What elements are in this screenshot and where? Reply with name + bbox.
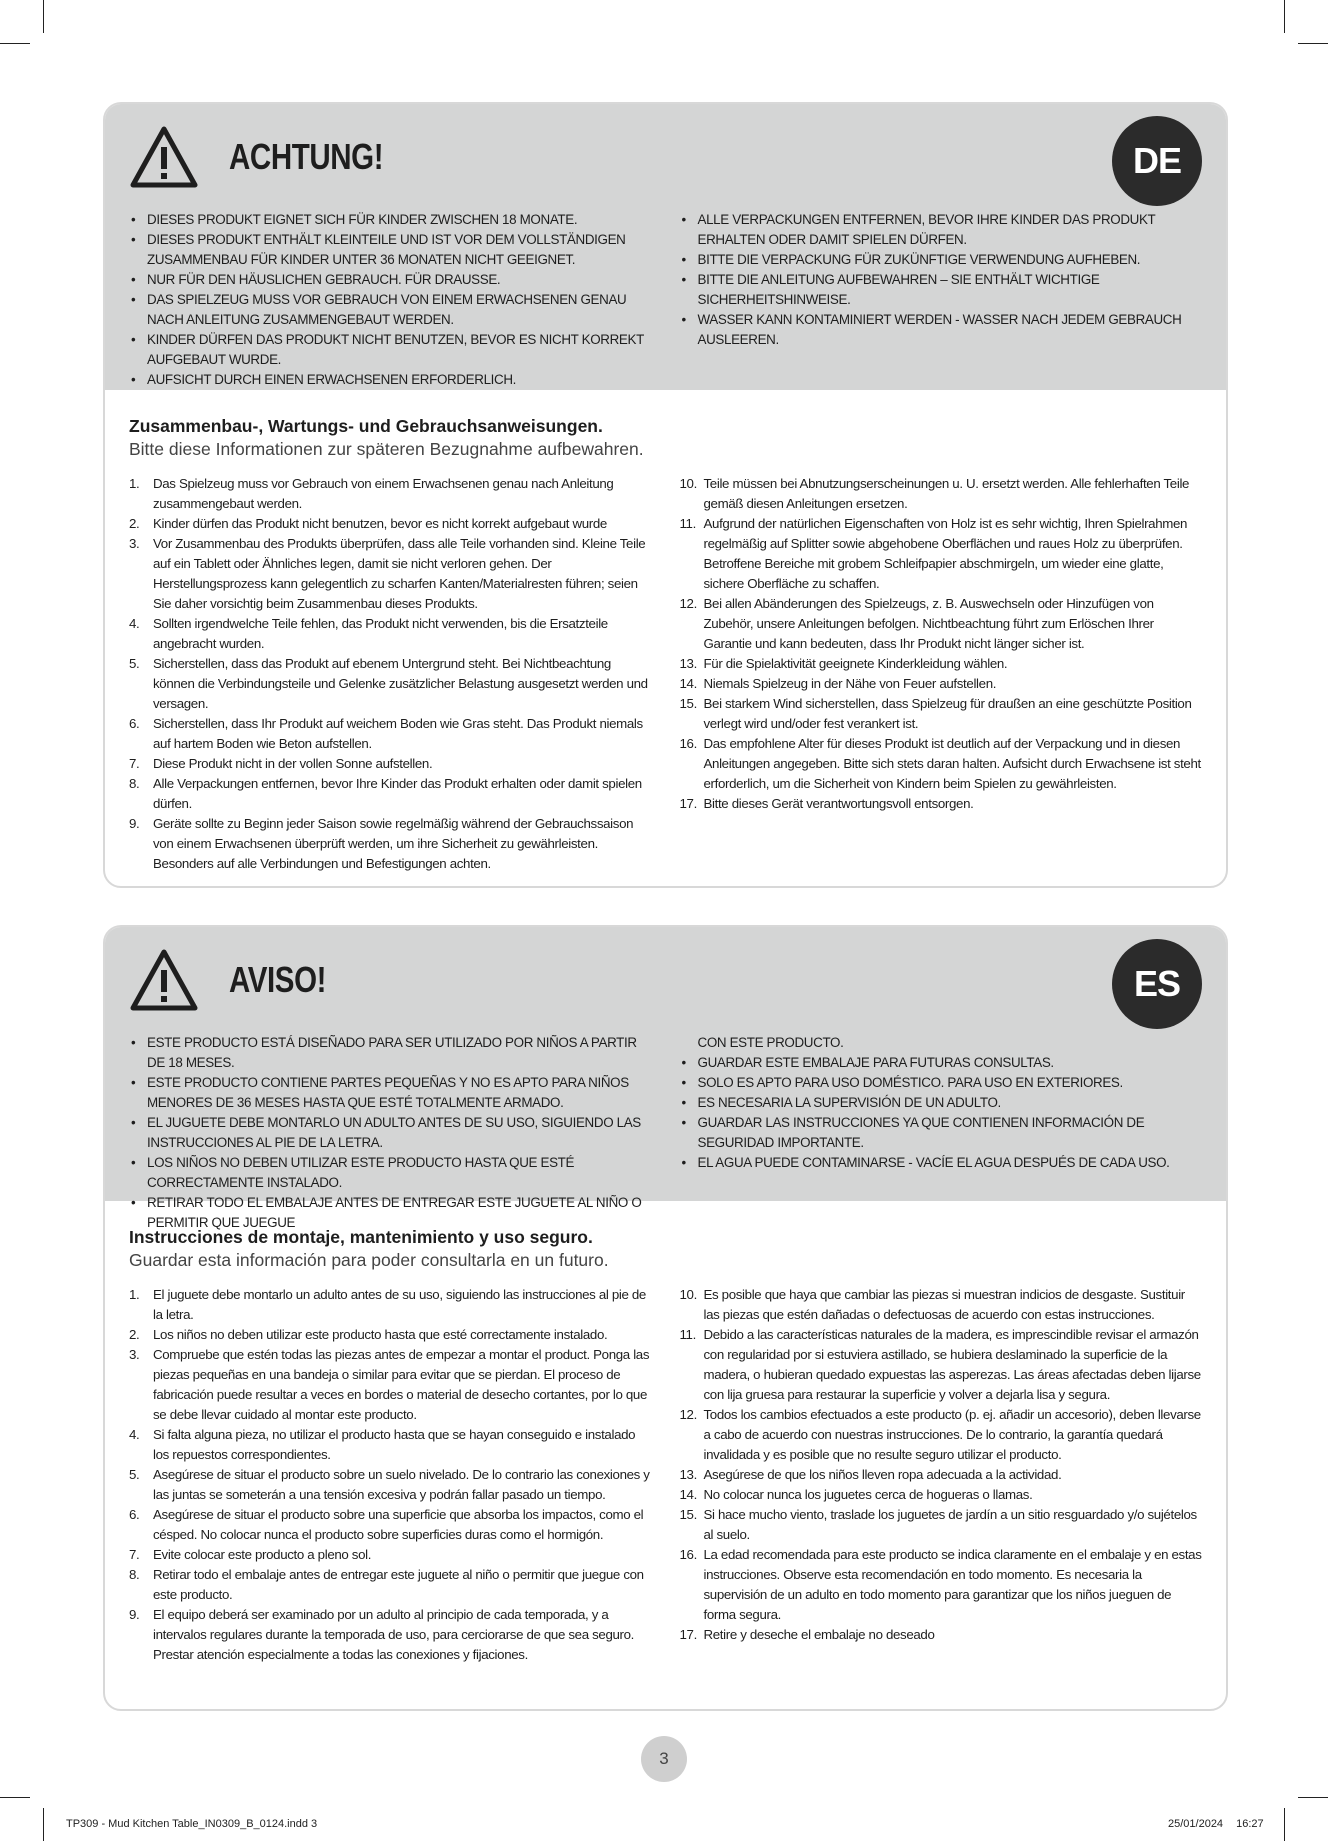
instructions-de bbox=[105, 390, 1226, 874]
instruction-step bbox=[129, 774, 652, 814]
step-text: Alle Verpackungen entfernen, bevor Ihre Kinder das Produkt erhalten oder damit spielen dürfen. bbox=[153, 776, 642, 811]
instruction-step bbox=[129, 1465, 652, 1505]
step-number: 3. bbox=[129, 1347, 140, 1362]
instruction-step bbox=[129, 614, 652, 654]
warning-list-left bbox=[129, 210, 652, 390]
step-text: Teile müssen bei Abnutzungserscheinungen u. U. ersetzt werden. Alle fehlerhaften Teile gemäß diesen Anleitungen ersetzen. bbox=[703, 476, 1190, 511]
instructions-title: Instrucciones de montaje, mantenimiento y uso seguro. bbox=[129, 1227, 593, 1247]
step-number: 2. bbox=[129, 516, 140, 531]
instruction-step bbox=[129, 1285, 652, 1325]
page-number: 3 bbox=[641, 1736, 687, 1782]
step-text: Das empfohlene Alter für dieses Produkt ist deutlich auf der Verpackung und in diesen Anleitungen angegeben. Bitte sich stets daran halten. Aufsicht durch Erwachsene ist steht erforderlich, um die Sicherheit von Kindern beim Spielen zu gewährleisten. bbox=[703, 736, 1201, 791]
crop-mark bbox=[1298, 43, 1328, 44]
instruction-step bbox=[129, 1605, 652, 1665]
steps-list-right bbox=[680, 474, 1203, 874]
step-number: 15. bbox=[679, 696, 697, 711]
language-badge-es: ES bbox=[1112, 939, 1202, 1029]
warning-item: • ESTE PRODUCTO CONTIENE PARTES PEQUEÑAS Y NO ES APTO PARA NIÑOS MENORES DE 36 MESES HASTA QUE ESTÉ TOTALMENTE ARMADO. bbox=[129, 1073, 652, 1113]
step-number: 10. bbox=[679, 1287, 697, 1302]
instruction-step bbox=[680, 794, 1203, 814]
step-number: 10. bbox=[679, 476, 697, 491]
step-text: Sicherstellen, dass das Produkt auf ebenem Untergrund steht. Bei Nichtbeachtung können die Verbindungsteile und Gelenke zusätzlicher Belastung ausgesetzt werden und versagen. bbox=[153, 656, 648, 711]
step-number: 17. bbox=[679, 796, 697, 811]
step-number: 13. bbox=[679, 656, 697, 671]
instruction-step bbox=[129, 1345, 652, 1425]
steps-list-right bbox=[680, 1285, 1203, 1665]
warning-triangle-icon bbox=[129, 125, 199, 189]
crop-mark bbox=[0, 43, 30, 44]
step-text: Kinder dürfen das Produkt nicht benutzen, bevor es nicht korrekt aufgebaut wurde bbox=[153, 516, 607, 531]
instruction-step bbox=[680, 514, 1203, 594]
warning-item: • KINDER DÜRFEN DAS PRODUKT NICHT BENUTZEN, BEVOR ES NICHT KORREKT AUFGEBAUT WURDE. bbox=[129, 330, 652, 370]
instruction-step bbox=[680, 654, 1203, 674]
section-es bbox=[103, 925, 1228, 1711]
step-text: No colocar nunca los juguetes cerca de hogueras o llamas. bbox=[703, 1487, 1033, 1502]
instruction-step bbox=[680, 694, 1203, 734]
instructions-subtitle: Guardar esta información para poder consultarla en un futuro. bbox=[129, 1250, 609, 1270]
instruction-step bbox=[680, 1405, 1203, 1465]
warning-box-es bbox=[105, 927, 1226, 1230]
step-number: 9. bbox=[129, 1607, 140, 1622]
step-number: 6. bbox=[129, 716, 140, 731]
step-number: 16. bbox=[679, 1547, 697, 1562]
crop-mark bbox=[1298, 1797, 1328, 1798]
step-text: Bitte dieses Gerät verantwortungsvoll entsorgen. bbox=[703, 796, 974, 811]
warning-item: • BITTE DIE VERPACKUNG FÜR ZUKÜNFTIGE VERWENDUNG AUFHEBEN. bbox=[680, 250, 1203, 270]
instruction-step bbox=[129, 1545, 652, 1565]
step-text: Sicherstellen, dass Ihr Produkt auf weichem Boden wie Gras steht. Das Produkt niemals auf hartem Boden wie Beton aufstellen. bbox=[153, 716, 643, 751]
step-text: Los niños no deben utilizar este producto hasta que esté correctamente instalado. bbox=[153, 1327, 608, 1342]
step-number: 9. bbox=[129, 816, 140, 831]
crop-mark bbox=[43, 1808, 44, 1841]
warning-list-right bbox=[680, 1053, 1203, 1173]
instruction-step bbox=[129, 1425, 652, 1465]
step-text: Geräte sollte zu Beginn jeder Saison sowie regelmäßig während der Gebrauchssaison von einem Erwachsenen überprüft werden, um ihre Sicherheit zu gewährleisten. Besonders auf alle Verbindungen und Befestigungen achten. bbox=[153, 816, 634, 871]
warning-columns bbox=[129, 1033, 1202, 1233]
section-de bbox=[103, 102, 1228, 888]
step-text: El equipo deberá ser examinado por un adulto al principio de cada temporada, y a intervalos regulares durante la temporada de uso, para cerciorarse de que sea seguro. Prestar atención especialmente a todas las conexiones y fijaciones. bbox=[153, 1607, 635, 1662]
crop-mark bbox=[43, 0, 44, 33]
step-number: 17. bbox=[679, 1627, 697, 1642]
step-text: Retire y deseche el embalaje no deseado bbox=[703, 1627, 935, 1642]
instruction-step bbox=[680, 1285, 1203, 1325]
instruction-step bbox=[129, 534, 652, 614]
step-text: Compruebe que estén todas las piezas antes de empezar a montar el product. Ponga las piezas pequeñas en una bandeja o similar para evitar que se pierdan. El proceso de fabricación puede resultar a veces en bordes o material de desecho cortantes, por lo que se debe llevar cuidado al montar este producto. bbox=[153, 1347, 650, 1422]
footer-filename: TP309 - Mud Kitchen Table_IN0309_B_0124.indd 3 bbox=[66, 1818, 318, 1830]
footer-timestamp bbox=[1168, 1818, 1264, 1830]
warning-item: • LOS NIÑOS NO DEBEN UTILIZAR ESTE PRODUCTO HASTA QUE ESTÉ CORRECTAMENTE INSTALADO. bbox=[129, 1153, 652, 1193]
warning-item: • BITTE DIE ANLEITUNG AUFBEWAHREN – SIE ENTHÄLT WICHTIGE SICHERHEITSHINWEISE. bbox=[680, 270, 1203, 310]
step-number: 12. bbox=[679, 1407, 697, 1422]
warning-item: • ESTE PRODUCTO ESTÁ DISEÑADO PARA SER UTILIZADO POR NIÑOS A PARTIR DE 18 MESES. bbox=[129, 1033, 652, 1073]
warning-header-de bbox=[129, 104, 1202, 210]
step-number: 14. bbox=[679, 676, 697, 691]
step-number: 15. bbox=[679, 1507, 697, 1522]
warning-item: • GUARDAR ESTE EMBALAJE PARA FUTURAS CONSULTAS. bbox=[680, 1053, 1203, 1073]
step-text: Asegúrese de que los niños lleven ropa adecuada a la actividad. bbox=[703, 1467, 1062, 1482]
instruction-step bbox=[129, 474, 652, 514]
instruction-step bbox=[129, 1325, 652, 1345]
step-number: 8. bbox=[129, 1567, 140, 1582]
instruction-step bbox=[680, 1485, 1203, 1505]
step-number: 7. bbox=[129, 1547, 140, 1562]
instruction-step bbox=[680, 1625, 1203, 1645]
step-text: La edad recomendada para este producto se indica claramente en el embalaje y en estas instrucciones. Observe esta recomendación en todo momento. Es necesaria la supervisión de un adulto en todo momento para garantizar que los niños jueguen de forma segura. bbox=[703, 1547, 1202, 1622]
step-number: 16. bbox=[679, 736, 697, 751]
step-text: Das Spielzeug muss vor Gebrauch von einem Erwachsenen genau nach Anleitung zusammengebaut werden. bbox=[153, 476, 614, 511]
step-number: 2. bbox=[129, 1327, 140, 1342]
step-number: 11. bbox=[679, 1327, 696, 1342]
instruction-step bbox=[680, 674, 1203, 694]
step-text: Si falta alguna pieza, no utilizar el producto hasta que se hayan conseguido e instalado los repuestos correspondientes. bbox=[153, 1427, 636, 1462]
instruction-step bbox=[129, 1565, 652, 1605]
step-text: Retirar todo el embalaje antes de entregar este juguete al niño o permitir que juegue con este producto. bbox=[153, 1567, 644, 1602]
warning-list-right bbox=[680, 210, 1203, 390]
warning-triangle-icon bbox=[129, 948, 199, 1012]
footer-time: 16:27 bbox=[1236, 1818, 1264, 1830]
step-text: Niemals Spielzeug in der Nähe von Feuer aufstellen. bbox=[703, 676, 997, 691]
warning-title: AVISO! bbox=[229, 959, 327, 1000]
warning-item: • GUARDAR LAS INSTRUCCIONES YA QUE CONTIENEN INFORMACIÓN DE SEGURIDAD IMPORTANTE. bbox=[680, 1113, 1203, 1153]
warning-item: • AUFSICHT DURCH EINEN ERWACHSENEN ERFORDERLICH. bbox=[129, 370, 652, 390]
step-text: Asegúrese de situar el producto sobre un suelo nivelado. De lo contrario las conexiones y las juntas se someterán a una tensión excesiva y podrán fallar pasado un tiempo. bbox=[153, 1467, 650, 1502]
instruction-step bbox=[680, 1545, 1203, 1625]
instruction-step bbox=[680, 1325, 1203, 1405]
instructions-es bbox=[105, 1201, 1226, 1665]
warning-item: • SOLO ES APTO PARA USO DOMÉSTICO. PARA USO EN EXTERIORES. bbox=[680, 1073, 1203, 1093]
step-number: 12. bbox=[679, 596, 697, 611]
warning-list-right-wrap bbox=[680, 1033, 1203, 1233]
step-text: Bei allen Abänderungen des Spielzeugs, z. B. Auswechseln oder Hinzufügen von Zubehör, unsere Anleitungen befolgen. Nichtbeachtung führt zum Erlöschen Ihrer Garantie und kann bedeuten, dass Ihr Produkt nicht länger sicher ist. bbox=[703, 596, 1154, 651]
language-badge-de: DE bbox=[1112, 116, 1202, 206]
warning-item: • EL AGUA PUEDE CONTAMINARSE - VACÍE EL AGUA DESPUÉS DE CADA USO. bbox=[680, 1153, 1203, 1173]
warning-item: • DIESES PRODUKT ENTHÄLT KLEINTEILE UND IST VOR DEM VOLLSTÄNDIGEN ZUSAMMENBAU FÜR KINDER UNTER 36 MONATEN NICHT GEEIGNET. bbox=[129, 230, 652, 270]
warning-continuation bbox=[680, 1033, 1203, 1053]
step-number: 6. bbox=[129, 1507, 140, 1522]
step-text: Si hace mucho viento, traslade los juguetes de jardín a un sitio resguardado y/o sujételos al suelo. bbox=[703, 1507, 1197, 1542]
warning-item: • ALLE VERPACKUNGEN ENTFERNEN, BEVOR IHRE KINDER DAS PRODUKT ERHALTEN ODER DAMIT SPIELEN DÜRFEN. bbox=[680, 210, 1203, 250]
instruction-step bbox=[129, 514, 652, 534]
step-number: 1. bbox=[129, 476, 140, 491]
step-text: Debido a las características naturales de la madera, es imprescindible revisar el armazón con regularidad por si estuviera astillado, se hubiera deslaminado la superficie de la madera, o hubieran quedado expuestas las asperezas. Las áreas afectadas deben lijarse con lija gruesa para restaurar la superficie y volver a dejarla lisa y segura. bbox=[703, 1327, 1201, 1402]
crop-mark bbox=[0, 1797, 30, 1798]
warning-item: • DIESES PRODUKT EIGNET SICH FÜR KINDER ZWISCHEN 18 MONATE. bbox=[129, 210, 652, 230]
step-number: 11. bbox=[679, 516, 696, 531]
steps-list-left bbox=[129, 474, 652, 874]
step-text: Für die Spielaktivität geeignete Kinderkleidung wählen. bbox=[703, 656, 1008, 671]
step-number: 4. bbox=[129, 616, 140, 631]
step-text: Aufgrund der natürlichen Eigenschaften von Holz ist es sehr wichtig, Ihren Spielrahmen regelmäßig auf Splitter sowie abgehobene Oberflächen und raues Holz zu überprüfen. Betroffene Bereiche mit grobem Schleifpapier abschmirgeln, um wieder eine glatte, sichere Oberfläche zu schaffen. bbox=[703, 516, 1188, 591]
instruction-step bbox=[680, 474, 1203, 514]
instruction-step bbox=[680, 594, 1203, 654]
step-text: El juguete debe montarlo un adulto antes de su uso, siguiendo las instrucciones al pie de la letra. bbox=[153, 1287, 646, 1322]
step-text: Evite colocar este producto a pleno sol. bbox=[153, 1547, 372, 1562]
warning-list-left bbox=[129, 1033, 652, 1233]
step-text: Sollten irgendwelche Teile fehlen, das Produkt nicht verwenden, bis die Ersatzteile angebracht wurden. bbox=[153, 616, 608, 651]
step-text: Vor Zusammenbau des Produkts überprüfen, dass alle Teile vorhanden sind. Kleine Teile auf ein Tablett oder Ähnliches legen, damit sie nicht verloren gehen. Der Herstellungsprozess kann gelegentlich zu scharfen Kanten/Materialresten führen; seien Sie daher vorsichtig beim Zusammenbau dieses Produkts. bbox=[153, 536, 646, 611]
steps-columns bbox=[129, 474, 1202, 874]
warning-item: • NUR FÜR DEN HÄUSLICHEN GEBRAUCH. FÜR DRAUSSE. bbox=[129, 270, 652, 290]
step-number: 7. bbox=[129, 756, 140, 771]
step-text: Diese Produkt nicht in der vollen Sonne aufstellen. bbox=[153, 756, 433, 771]
instruction-step bbox=[680, 734, 1203, 794]
warning-box-de bbox=[105, 104, 1226, 390]
instruction-step bbox=[129, 654, 652, 714]
step-number: 3. bbox=[129, 536, 140, 551]
step-text: Bei starkem Wind sicherstellen, dass Spielzeug für draußen an eine geschützte Position verlegt wird und/oder fest verankert ist. bbox=[703, 696, 1192, 731]
warning-item: • WASSER KANN KONTAMINIERT WERDEN - WASSER NACH JEDEM GEBRAUCH AUSLEEREN. bbox=[680, 310, 1203, 350]
instructions-title: Zusammenbau-, Wartungs- und Gebrauchsanweisungen. bbox=[129, 416, 603, 436]
step-text: Asegúrese de situar el producto sobre una superficie que absorba los impactos, como el césped. No colocar nunca el producto sobre superficies duras como el hormigón. bbox=[153, 1507, 644, 1542]
step-text: Todos los cambios efectuados a este producto (p. ej. añadir un accesorio), deben llevarse a cabo de acuerdo con nuestras instrucciones. De lo contrario, la garantía quedará invalidada y es posible que no resulte seguro utilizar el producto. bbox=[703, 1407, 1201, 1462]
footer-date: 25/01/2024 bbox=[1168, 1818, 1224, 1830]
step-number: 5. bbox=[129, 656, 140, 671]
step-number: 4. bbox=[129, 1427, 140, 1442]
instruction-step bbox=[680, 1505, 1203, 1545]
instructions-subtitle: Bitte diese Informationen zur späteren Bezugnahme aufbewahren. bbox=[129, 439, 644, 459]
instruction-step bbox=[680, 1465, 1203, 1485]
warning-columns bbox=[129, 210, 1202, 390]
instruction-step bbox=[129, 714, 652, 754]
warning-item: • DAS SPIELZEUG MUSS VOR GEBRAUCH VON EINEM ERWACHSENEN GENAU NACH ANLEITUNG ZUSAMMENGEBAUT WERDEN. bbox=[129, 290, 652, 330]
steps-list-left bbox=[129, 1285, 652, 1665]
instruction-step bbox=[129, 1505, 652, 1545]
warning-item: • EL JUGUETE DEBE MONTARLO UN ADULTO ANTES DE SU USO, SIGUIENDO LAS INSTRUCCIONES AL PIE DE LA LETRA. bbox=[129, 1113, 652, 1153]
warning-title: ACHTUNG! bbox=[229, 136, 384, 177]
crop-mark bbox=[1284, 1808, 1285, 1841]
step-text: Es posible que haya que cambiar las piezas si muestran indicios de desgaste. Sustituir las piezas que estén dañadas o defectuosas de acuerdo con estas instrucciones. bbox=[703, 1287, 1185, 1322]
warning-continuation-text: CON ESTE PRODUCTO. bbox=[697, 1035, 844, 1050]
step-number: 14. bbox=[679, 1487, 697, 1502]
step-number: 5. bbox=[129, 1467, 140, 1482]
crop-mark bbox=[1284, 0, 1285, 33]
steps-columns bbox=[129, 1285, 1202, 1665]
step-number: 13. bbox=[679, 1467, 697, 1482]
instruction-step bbox=[129, 754, 652, 774]
instruction-step bbox=[129, 814, 652, 874]
warning-item: • ES NECESARIA LA SUPERVISIÓN DE UN ADULTO. bbox=[680, 1093, 1203, 1113]
step-number: 1. bbox=[129, 1287, 140, 1302]
step-number: 8. bbox=[129, 776, 140, 791]
warning-header-es bbox=[129, 927, 1202, 1033]
warning-item: • RETIRAR TODO EL EMBALAJE ANTES DE ENTREGAR ESTE JUGUETE AL NIÑO O PERMITIR QUE JUEGUE bbox=[129, 1193, 652, 1233]
